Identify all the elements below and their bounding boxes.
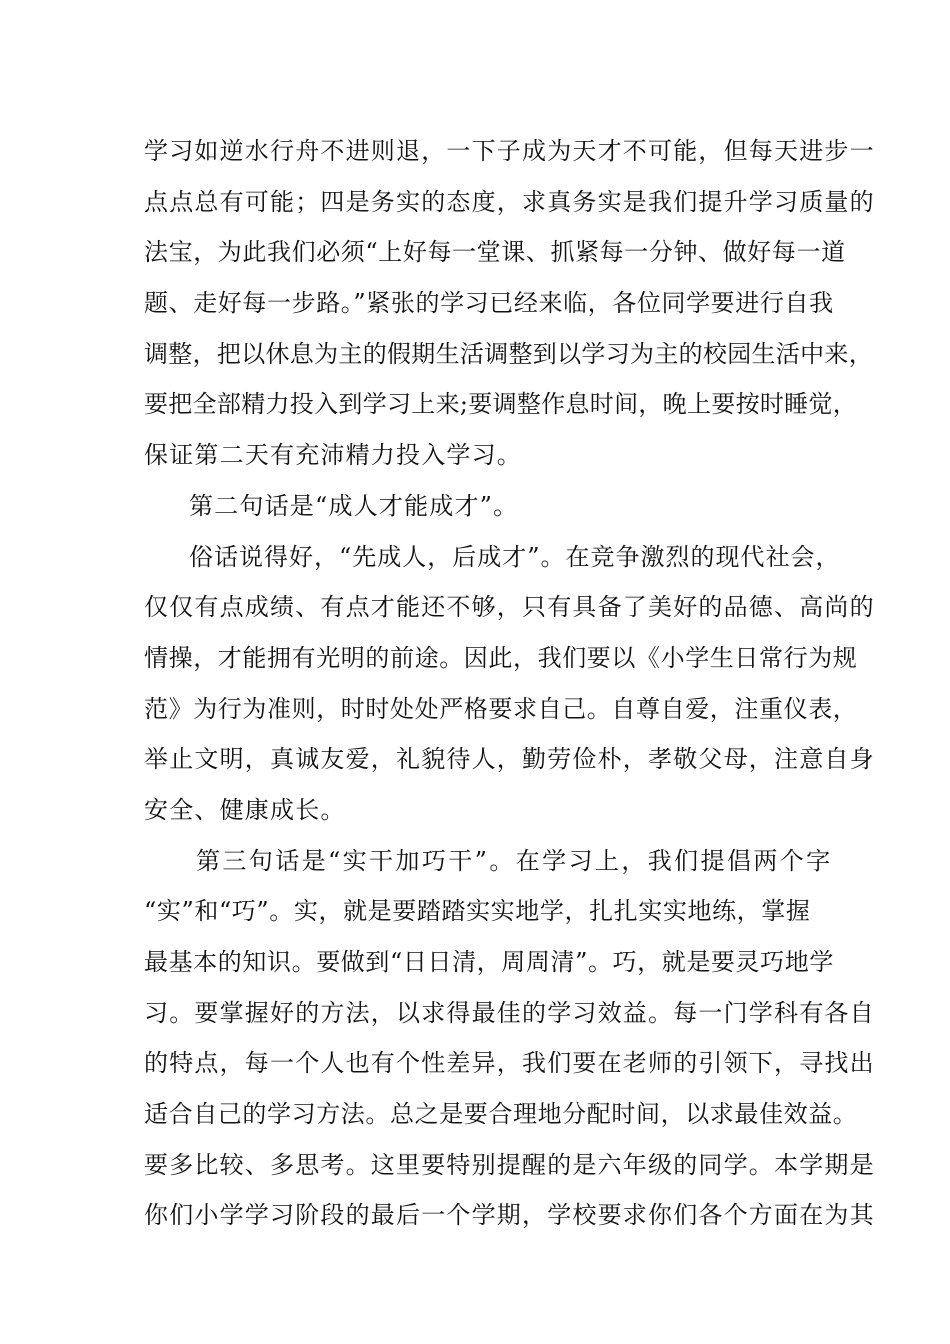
text-line: 安全、健康成长。 [144,795,346,824]
text-line: 保证第二天有充沛精力投入学习。 [144,441,522,470]
text-line: 第二句话是“成人才能成才”。 [189,491,519,520]
text-line: 最基本的知识。要做到“日日清，周周清”。巧，就是要灵巧地学 [144,948,834,976]
text-line: 适合自己的学习方法。总之是要合理地分配时间，以求最佳效益。 [144,1100,858,1129]
text-line: 法宝，为此我们必须“上好每一堂课、抓紧每一分钟、做好每一道 [144,238,846,267]
text-line: 点点总有可能；四是务实的态度，求真务实是我们提升学习质量的 [144,187,875,216]
text-line: 你们小学学习阶段的最后一个学期，学校要求你们各个方面在为其 [144,1201,875,1230]
text-line: 学习如逆水行舟不进则退，一下子成为天才不可能，但每天进步一 [144,137,875,165]
text-line: 第三句话是“实干加巧干”。在学习上，我们提倡两个字 [196,846,833,875]
body-text [144,126,875,1241]
text-line: 要把全部精力投入到学习上来;要调整作息时间，晚上要按时睡觉， [144,390,858,419]
text-line: 俗话说得好，“先成人，后成才”。在竞争激烈的现代社会， [189,542,841,571]
text-line: 习。要掌握好的方法，以求得最佳的学习效益。每一门学科有各自 [144,998,875,1027]
text-line: 情操，才能拥有光明的前途。因此，我们要以《小学生日常行为规 [144,643,858,672]
text-line: 范》为行为准则，时时处处严格要求自己。自尊自爱，注重仪表， [144,694,858,723]
text-line: 的特点，每一个人也有个性差异，我们要在老师的引领下，寻找出 [144,1049,875,1078]
text-line: 要多比较、多思考。这里要特别提醒的是六年级的同学。本学期是 [144,1150,875,1179]
text-line: 调整，把以休息为主的假期生活调整到以学习为主的校园生活中来， [144,339,873,368]
text-line: “实”和“巧”。实，就是要踏踏实实地学，扎扎实实地练，掌握 [144,897,811,926]
text-line: 题、走好每一步路。”紧张的学习已经来临，各位同学要进行自我 [144,289,834,318]
text-line: 仅仅有点成绩、有点才能还不够，只有具备了美好的品德、高尚的 [144,593,875,622]
text-line: 举止文明，真诚友爱，礼貌待人，勤劳俭朴，孝敬父母，注意自身 [144,745,875,774]
